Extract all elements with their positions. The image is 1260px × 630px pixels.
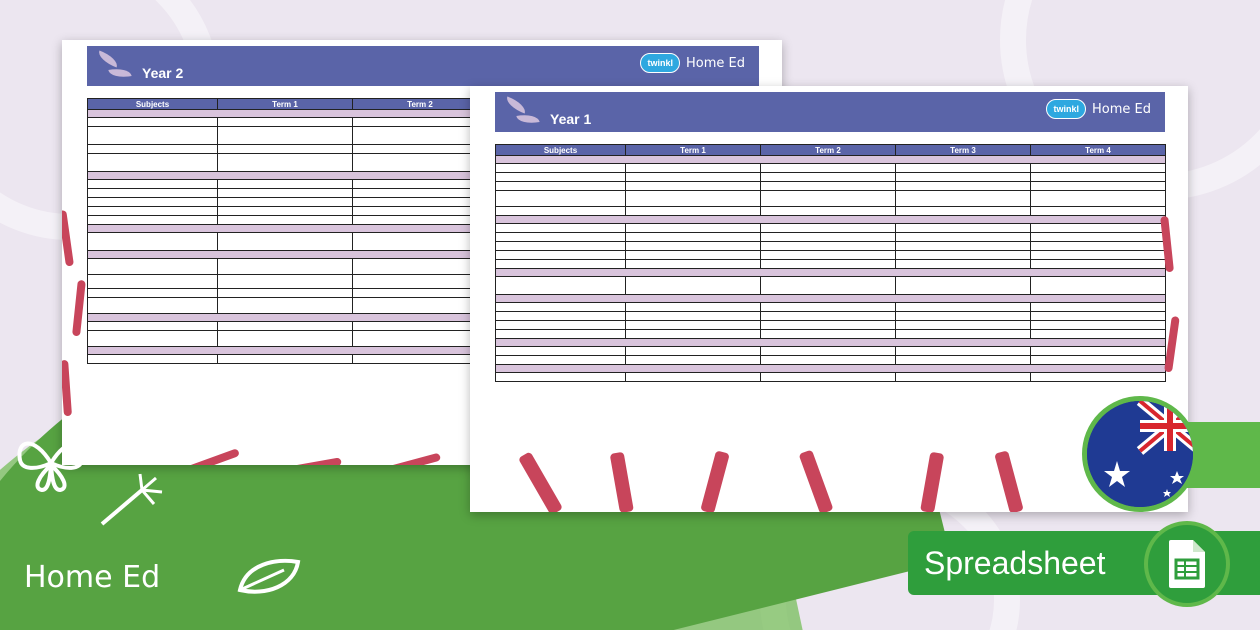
table-cell bbox=[1031, 182, 1166, 191]
table-cell bbox=[88, 216, 218, 225]
table-cell bbox=[626, 303, 761, 312]
table-cell bbox=[496, 242, 626, 251]
table-cell bbox=[353, 198, 488, 207]
table-cell bbox=[626, 164, 761, 173]
column-header: Subjects bbox=[496, 145, 626, 156]
table-cell bbox=[896, 373, 1031, 382]
table-cell bbox=[496, 224, 626, 233]
table-cell bbox=[353, 154, 488, 172]
table-cell bbox=[218, 298, 353, 314]
table-cell bbox=[1031, 330, 1166, 339]
table-cell bbox=[218, 216, 353, 225]
table-cell bbox=[353, 127, 488, 145]
table-cell bbox=[496, 164, 626, 173]
table-cell bbox=[353, 275, 488, 289]
twinkl-logo: twinkl bbox=[1046, 99, 1086, 119]
table-cell bbox=[896, 242, 1031, 251]
section-row bbox=[496, 269, 1166, 277]
table-cell bbox=[626, 191, 761, 207]
table-cell bbox=[88, 207, 218, 216]
table-cell bbox=[761, 356, 896, 365]
leaf-decoration bbox=[504, 97, 528, 114]
table-cell bbox=[496, 373, 626, 382]
table-cell bbox=[218, 145, 353, 154]
table-cell bbox=[896, 173, 1031, 182]
table-cell bbox=[896, 182, 1031, 191]
table-cell bbox=[896, 330, 1031, 339]
table-cell bbox=[218, 118, 353, 127]
table-cell bbox=[626, 173, 761, 182]
table-cell bbox=[1031, 303, 1166, 312]
column-header: Term 3 bbox=[896, 145, 1031, 156]
table-cell bbox=[626, 312, 761, 321]
table-cell bbox=[88, 355, 218, 364]
sheets-icon-graphic bbox=[1167, 538, 1207, 590]
table-cell bbox=[626, 224, 761, 233]
table-cell bbox=[496, 347, 626, 356]
table-cell bbox=[1031, 347, 1166, 356]
table-cell bbox=[353, 331, 488, 347]
column-header: Term 2 bbox=[761, 145, 896, 156]
bottlebrush-flower-decoration bbox=[162, 435, 492, 465]
home-ed-logo: Home Ed bbox=[686, 55, 745, 71]
table-cell bbox=[496, 251, 626, 260]
column-header: Term 1 bbox=[218, 99, 353, 110]
table-cell bbox=[626, 356, 761, 365]
table-cell bbox=[88, 259, 218, 275]
table-cell bbox=[626, 321, 761, 330]
table-cell bbox=[496, 303, 626, 312]
table-cell bbox=[896, 233, 1031, 242]
table-cell bbox=[761, 312, 896, 321]
table-cell bbox=[218, 154, 353, 172]
table-cell bbox=[218, 180, 353, 189]
table-cell bbox=[496, 312, 626, 321]
table-cell bbox=[218, 207, 353, 216]
table-cell bbox=[896, 164, 1031, 173]
logo-group bbox=[640, 53, 745, 73]
table-cell bbox=[896, 303, 1031, 312]
home-ed-logo-large: Home Ed bbox=[24, 560, 161, 595]
table-cell bbox=[496, 277, 626, 295]
table-cell bbox=[896, 277, 1031, 295]
leaf-decoration bbox=[516, 112, 539, 126]
section-row bbox=[496, 216, 1166, 224]
table-cell bbox=[626, 277, 761, 295]
spreadsheet-label: Spreadsheet bbox=[924, 544, 1106, 581]
table-cell bbox=[896, 260, 1031, 269]
table-cell bbox=[761, 173, 896, 182]
doc-header bbox=[495, 92, 1165, 132]
leaf-icon bbox=[236, 556, 302, 598]
table-cell bbox=[1031, 312, 1166, 321]
table-cell bbox=[761, 207, 896, 216]
table-cell bbox=[896, 224, 1031, 233]
table-cell bbox=[761, 277, 896, 295]
table-cell bbox=[88, 145, 218, 154]
leaf-decoration bbox=[108, 66, 131, 80]
home-ed-logo: Home Ed bbox=[1092, 101, 1151, 117]
table-cell bbox=[218, 127, 353, 145]
leaf-decoration bbox=[96, 51, 120, 68]
table-cell bbox=[353, 216, 488, 225]
google-sheets-icon bbox=[1144, 521, 1230, 607]
table-cell bbox=[496, 260, 626, 269]
bottlebrush-flower-decoration bbox=[490, 446, 1110, 512]
table-cell bbox=[626, 182, 761, 191]
table-cell bbox=[1031, 356, 1166, 365]
table-cell bbox=[761, 373, 896, 382]
table-cell bbox=[1031, 173, 1166, 182]
column-header: Term 1 bbox=[626, 145, 761, 156]
table-cell bbox=[218, 233, 353, 251]
table-cell bbox=[218, 289, 353, 298]
year-1-document bbox=[470, 86, 1188, 512]
table-cell bbox=[761, 321, 896, 330]
table-cell bbox=[353, 189, 488, 198]
logo-group bbox=[1046, 99, 1151, 119]
table-cell bbox=[1031, 207, 1166, 216]
table-cell bbox=[626, 251, 761, 260]
table-cell bbox=[496, 182, 626, 191]
table-cell bbox=[761, 224, 896, 233]
table-cell bbox=[218, 259, 353, 275]
table-cell bbox=[626, 330, 761, 339]
table-cell bbox=[626, 260, 761, 269]
table-cell bbox=[896, 347, 1031, 356]
table-cell bbox=[896, 321, 1031, 330]
table-cell bbox=[353, 233, 488, 251]
table-cell bbox=[626, 207, 761, 216]
table-cell bbox=[1031, 233, 1166, 242]
table-cell bbox=[496, 207, 626, 216]
section-row bbox=[496, 295, 1166, 303]
bottlebrush-flower-decoration bbox=[62, 190, 92, 450]
table-cell bbox=[218, 189, 353, 198]
table-cell bbox=[1031, 224, 1166, 233]
section-row bbox=[496, 339, 1166, 347]
table-cell bbox=[1031, 164, 1166, 173]
curriculum-table bbox=[495, 144, 1166, 382]
section-row bbox=[496, 156, 1166, 164]
table-cell bbox=[896, 356, 1031, 365]
table-cell bbox=[1031, 321, 1166, 330]
table-cell bbox=[88, 289, 218, 298]
table-cell bbox=[88, 322, 218, 331]
table-cell bbox=[88, 118, 218, 127]
table-cell bbox=[353, 259, 488, 275]
table-cell bbox=[896, 207, 1031, 216]
table-cell bbox=[88, 233, 218, 251]
table-cell bbox=[761, 303, 896, 312]
table-cell bbox=[626, 233, 761, 242]
table-cell bbox=[88, 180, 218, 189]
table-cell bbox=[88, 198, 218, 207]
table-cell bbox=[1031, 242, 1166, 251]
butterfly-icon bbox=[14, 430, 88, 496]
flag-graphic bbox=[1087, 401, 1193, 507]
table-cell bbox=[88, 275, 218, 289]
twinkl-logo: twinkl bbox=[640, 53, 680, 73]
table-cell bbox=[1031, 260, 1166, 269]
table-cell bbox=[761, 233, 896, 242]
table-cell bbox=[496, 191, 626, 207]
table-cell bbox=[218, 198, 353, 207]
table-cell bbox=[761, 260, 896, 269]
table-cell bbox=[218, 275, 353, 289]
dandelion-icon bbox=[96, 468, 170, 530]
table-cell bbox=[353, 289, 488, 298]
table-cell bbox=[353, 145, 488, 154]
table-cell bbox=[496, 173, 626, 182]
table-cell bbox=[761, 330, 896, 339]
doc-title: Year 2 bbox=[142, 65, 184, 81]
table-cell bbox=[1031, 373, 1166, 382]
table-cell bbox=[88, 298, 218, 314]
table-cell bbox=[626, 347, 761, 356]
table-cell bbox=[1031, 251, 1166, 260]
table-cell bbox=[353, 355, 488, 364]
table-cell bbox=[218, 331, 353, 347]
table-cell bbox=[353, 322, 488, 331]
table-cell bbox=[896, 312, 1031, 321]
column-header: Term 2 bbox=[353, 99, 488, 110]
table-cell bbox=[353, 207, 488, 216]
table-cell bbox=[88, 127, 218, 145]
section-row bbox=[496, 365, 1166, 373]
table-cell bbox=[353, 118, 488, 127]
table-cell bbox=[761, 242, 896, 251]
doc-title: Year 1 bbox=[550, 111, 592, 127]
table-cell bbox=[496, 321, 626, 330]
table-cell bbox=[761, 251, 896, 260]
table-cell bbox=[1031, 191, 1166, 207]
table-cell bbox=[88, 189, 218, 198]
table-cell bbox=[1031, 277, 1166, 295]
table-cell bbox=[353, 180, 488, 189]
table-cell bbox=[353, 298, 488, 314]
table-cell bbox=[496, 330, 626, 339]
table-cell bbox=[626, 373, 761, 382]
table-cell bbox=[761, 347, 896, 356]
table-cell bbox=[496, 233, 626, 242]
table-cell bbox=[761, 182, 896, 191]
table-cell bbox=[761, 164, 896, 173]
table-cell bbox=[88, 331, 218, 347]
table-cell bbox=[761, 191, 896, 207]
table-cell bbox=[218, 322, 353, 331]
bottlebrush-flower-decoration bbox=[1160, 206, 1188, 426]
column-header: Term 4 bbox=[1031, 145, 1166, 156]
column-header: Subjects bbox=[88, 99, 218, 110]
table-cell bbox=[896, 251, 1031, 260]
table-cell bbox=[218, 355, 353, 364]
australia-flag-icon bbox=[1082, 396, 1198, 512]
table-cell bbox=[896, 191, 1031, 207]
table-cell bbox=[88, 154, 218, 172]
table-cell bbox=[626, 242, 761, 251]
doc-header bbox=[87, 46, 759, 86]
table-cell bbox=[496, 356, 626, 365]
